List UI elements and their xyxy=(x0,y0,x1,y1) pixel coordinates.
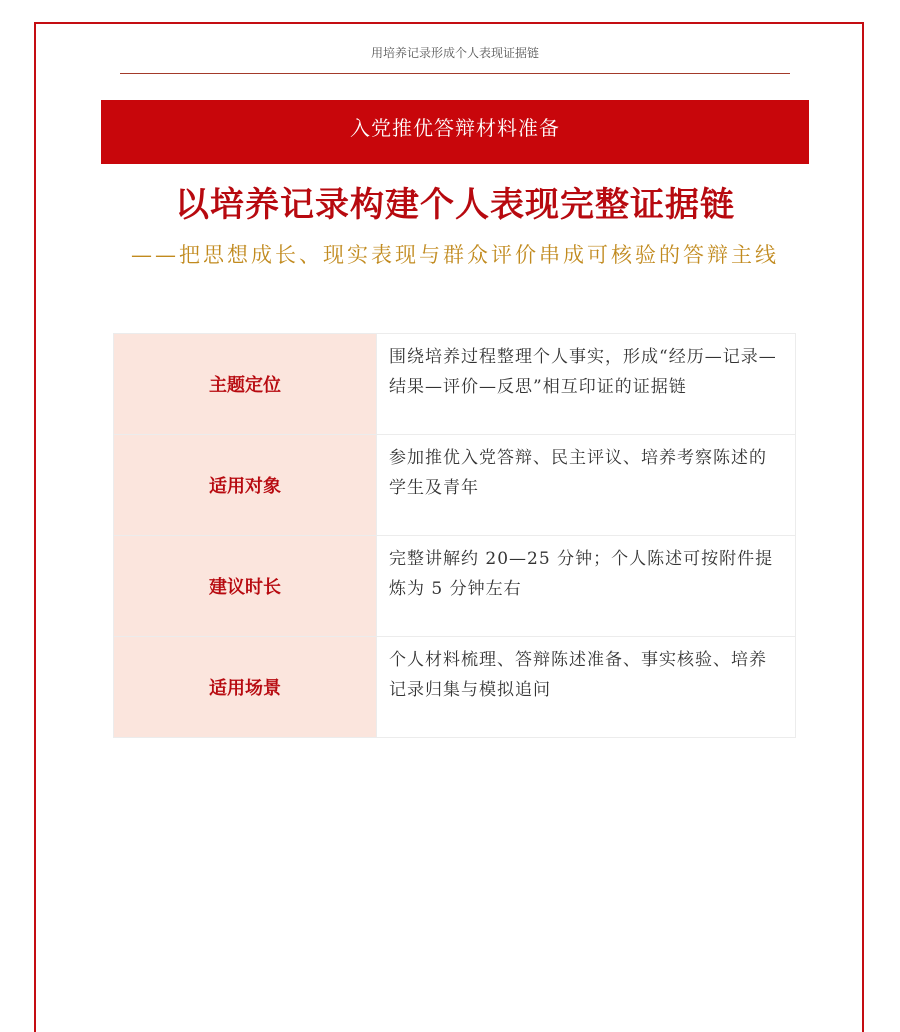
row-key-cell xyxy=(114,334,377,435)
row-value: 个人材料梳理、答辩陈述准备、事实核验、培养记录归集与模拟追问 xyxy=(377,637,796,738)
row-key-cell xyxy=(114,435,377,536)
table-row xyxy=(114,435,796,536)
table-row xyxy=(114,334,796,435)
row-key-cell xyxy=(114,536,377,637)
banner-title: 入党推优答辩材料准备 xyxy=(350,115,560,140)
header-divider xyxy=(120,73,790,74)
row-value: 围绕培养过程整理个人事实，形成“经历—记录—结果—评价—反思”相互印证的证据链 xyxy=(377,334,796,435)
section-banner xyxy=(101,100,809,164)
row-value: 完整讲解约 20—25 分钟；个人陈述可按附件提炼为 5 分钟左右 xyxy=(377,536,796,637)
page-subtitle: ——把思想成长、现实表现与群众评价串成可核验的答辩主线 xyxy=(131,243,779,267)
table-row xyxy=(114,637,796,738)
row-key: 建议时长 xyxy=(209,577,281,598)
row-value: 参加推优入党答辩、民主评议、培养考察陈述的学生及青年 xyxy=(377,435,796,536)
page-title: 以培养记录构建个人表现完整证据链 xyxy=(175,185,735,225)
row-key: 主题定位 xyxy=(209,375,281,396)
running-header: 用培养记录形成个人表现证据链 xyxy=(370,46,539,60)
table-row xyxy=(114,536,796,637)
row-key: 适用对象 xyxy=(209,476,281,497)
row-key-cell xyxy=(114,637,377,738)
info-table xyxy=(113,333,796,738)
row-key: 适用场景 xyxy=(209,678,281,699)
